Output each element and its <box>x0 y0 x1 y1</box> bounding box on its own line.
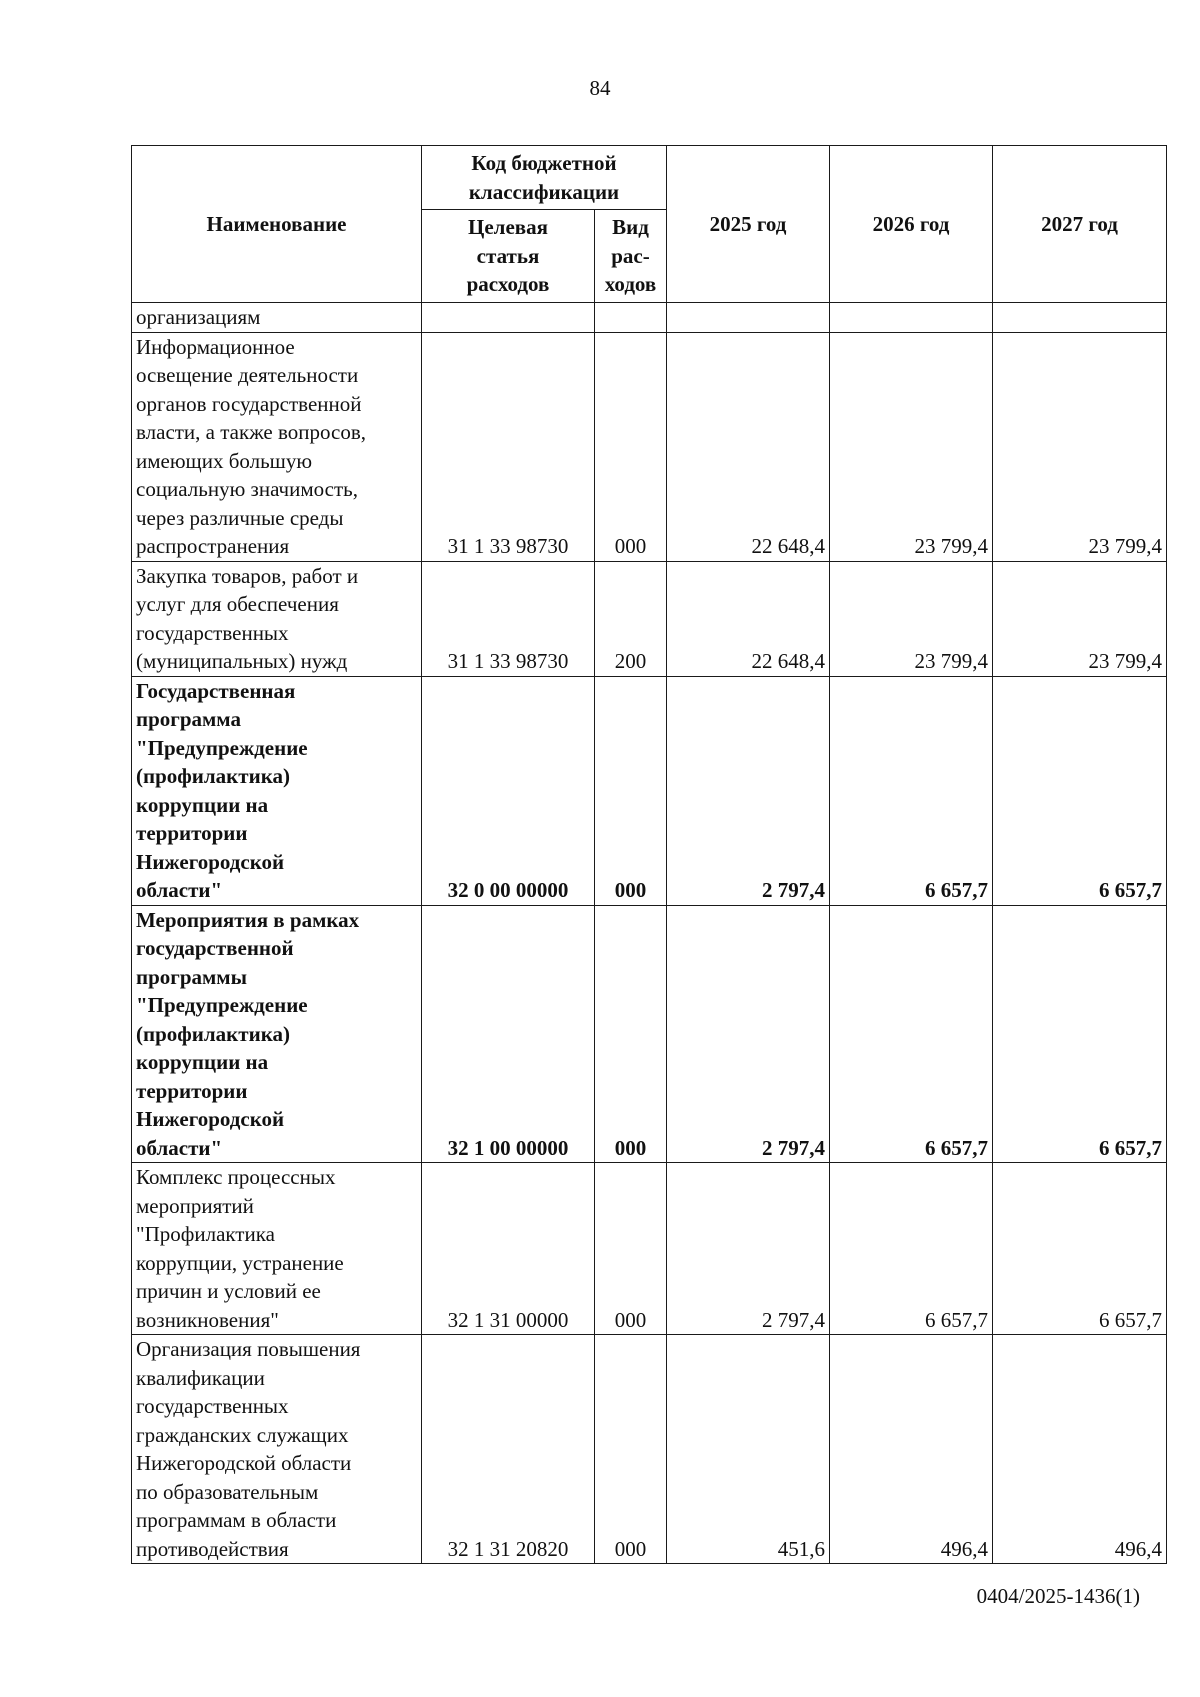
row-name-line: распространения <box>136 534 290 558</box>
row-value-2027: 6 657,7 <box>993 905 1167 1163</box>
header-target-article <box>422 210 595 303</box>
row-name-line: области" <box>136 878 223 902</box>
table-row <box>132 1335 1167 1564</box>
row-value-2026: 23 799,4 <box>830 561 993 676</box>
row-name-line: территории <box>136 1078 248 1103</box>
row-value-2026: 6 657,7 <box>830 676 993 905</box>
row-name-line: программам в области <box>136 1508 337 1532</box>
row-value-2026: 6 657,7 <box>830 1163 993 1335</box>
header-type-line: Вид <box>612 215 649 240</box>
header-2027: 2027 год <box>993 146 1167 303</box>
row-name-line: Нижегородской области <box>136 1451 352 1475</box>
table-row <box>132 303 1167 333</box>
header-budget-code-line: классификации <box>468 179 620 204</box>
budget-table <box>131 145 1167 1564</box>
row-name-line: "Предупреждение <box>136 993 308 1017</box>
row-name-line: Нижегородской <box>136 1107 285 1131</box>
header-budget-code-line: Код бюджетной <box>471 151 617 176</box>
row-name-line: противодействия <box>136 1536 289 1561</box>
header-target-line: статья <box>476 243 540 268</box>
row-value-2027: 23 799,4 <box>993 561 1167 676</box>
row-name-line: (муниципальных) нужд <box>136 649 348 673</box>
row-value-2025: 2 797,4 <box>667 1163 830 1335</box>
row-expense-type: 000 <box>595 676 667 905</box>
row-value-2025: 451,6 <box>667 1335 830 1564</box>
row-name-line: услуг для обеспечения <box>136 592 339 616</box>
row-name-line: возникновения" <box>136 1307 279 1332</box>
row-name-line: Государственная <box>136 678 296 703</box>
row-target-article: 32 0 00 00000 <box>422 676 595 905</box>
table-body <box>132 303 1167 1564</box>
row-name-line: освещение деятельности <box>136 363 359 387</box>
row-value-2026: 23 799,4 <box>830 332 993 561</box>
row-name-line: имеющих большую <box>136 448 313 473</box>
row-name-line: причин и условий ее <box>136 1279 321 1303</box>
table-row <box>132 561 1167 676</box>
header-type-line: рас- <box>611 243 650 268</box>
table-row <box>132 1163 1167 1335</box>
row-name-line: мероприятий <box>136 1193 254 1218</box>
row-value-2026: 6 657,7 <box>830 905 993 1163</box>
header-name: Наименование <box>132 146 422 303</box>
row-target-article <box>422 303 595 333</box>
row-name-line: Комплекс процессных <box>136 1165 336 1189</box>
row-name-line: организациям <box>136 305 261 329</box>
row-name-line: программа <box>136 707 241 731</box>
page-number: 84 <box>589 76 611 100</box>
row-name-line: гражданских служащих <box>136 1422 349 1447</box>
row-name-line: государственной <box>136 936 294 960</box>
row-expense-type: 200 <box>595 561 667 676</box>
row-name-line: коррупции на <box>136 1050 269 1074</box>
row-name <box>132 905 422 1163</box>
row-name <box>132 1163 422 1335</box>
row-name <box>132 676 422 905</box>
header-expense-type <box>595 210 667 303</box>
header-row-1 <box>132 146 1167 210</box>
row-name-line: коррупции на <box>136 792 269 817</box>
row-name <box>132 303 422 333</box>
row-name-line: Организация повышения <box>136 1337 361 1361</box>
header-budget-code <box>422 146 667 210</box>
table-row <box>132 905 1167 1163</box>
document-code: 0404/2025-1436(1) <box>976 1584 1140 1608</box>
row-value-2025: 2 797,4 <box>667 905 830 1163</box>
row-name-line: социальную значимость, <box>136 477 358 501</box>
row-value-2026 <box>830 303 993 333</box>
header-target-line: Целевая <box>468 215 548 240</box>
row-target-article: 32 1 31 00000 <box>422 1163 595 1335</box>
row-name-line: программы <box>136 964 247 989</box>
row-name-line: коррупции, устранение <box>136 1250 344 1275</box>
row-expense-type: 000 <box>595 1335 667 1564</box>
row-name-line: Нижегородской <box>136 849 285 874</box>
row-value-2027: 496,4 <box>993 1335 1167 1564</box>
row-expense-type: 000 <box>595 332 667 561</box>
row-name-line: (профилактика) <box>136 764 290 788</box>
row-name-line: Информационное <box>136 334 295 359</box>
table-row <box>132 332 1167 561</box>
row-target-article: 31 1 33 98730 <box>422 561 595 676</box>
header-2025: 2025 год <box>667 146 830 303</box>
row-name-line: Закупка товаров, работ и <box>136 563 359 588</box>
header-target-line: расходов <box>466 272 550 297</box>
row-name-line: (профилактика) <box>136 1021 290 1046</box>
row-name-line: территории <box>136 821 248 845</box>
row-name-line: власти, а также вопросов, <box>136 420 367 444</box>
row-name-line: государственных <box>136 620 289 645</box>
row-value-2025: 2 797,4 <box>667 676 830 905</box>
row-value-2025: 22 648,4 <box>667 332 830 561</box>
row-name-line: "Профилактика <box>136 1222 275 1246</box>
row-value-2026: 496,4 <box>830 1335 993 1564</box>
row-expense-type: 000 <box>595 905 667 1163</box>
row-target-article: 31 1 33 98730 <box>422 332 595 561</box>
header-type-line: ходов <box>604 272 657 297</box>
row-name <box>132 332 422 561</box>
row-name-line: по образовательным <box>136 1479 319 1504</box>
row-name-line: квалификации <box>136 1365 265 1390</box>
row-expense-type: 000 <box>595 1163 667 1335</box>
row-name <box>132 561 422 676</box>
row-name-line: "Предупреждение <box>136 735 308 760</box>
row-value-2025 <box>667 303 830 333</box>
row-expense-type <box>595 303 667 333</box>
row-name-line: органов государственной <box>136 391 362 416</box>
row-value-2027 <box>993 303 1167 333</box>
row-target-article: 32 1 00 00000 <box>422 905 595 1163</box>
row-name-line: Мероприятия в рамках <box>136 907 360 932</box>
row-value-2027: 23 799,4 <box>993 332 1167 561</box>
row-name <box>132 1335 422 1564</box>
row-name-line: области" <box>136 1135 223 1160</box>
row-target-article: 32 1 31 20820 <box>422 1335 595 1564</box>
row-value-2027: 6 657,7 <box>993 1163 1167 1335</box>
row-name-line: через различные среды <box>136 505 344 530</box>
row-value-2025: 22 648,4 <box>667 561 830 676</box>
table-row <box>132 676 1167 905</box>
row-name-line: государственных <box>136 1394 289 1418</box>
header-2026: 2026 год <box>830 146 993 303</box>
row-value-2027: 6 657,7 <box>993 676 1167 905</box>
